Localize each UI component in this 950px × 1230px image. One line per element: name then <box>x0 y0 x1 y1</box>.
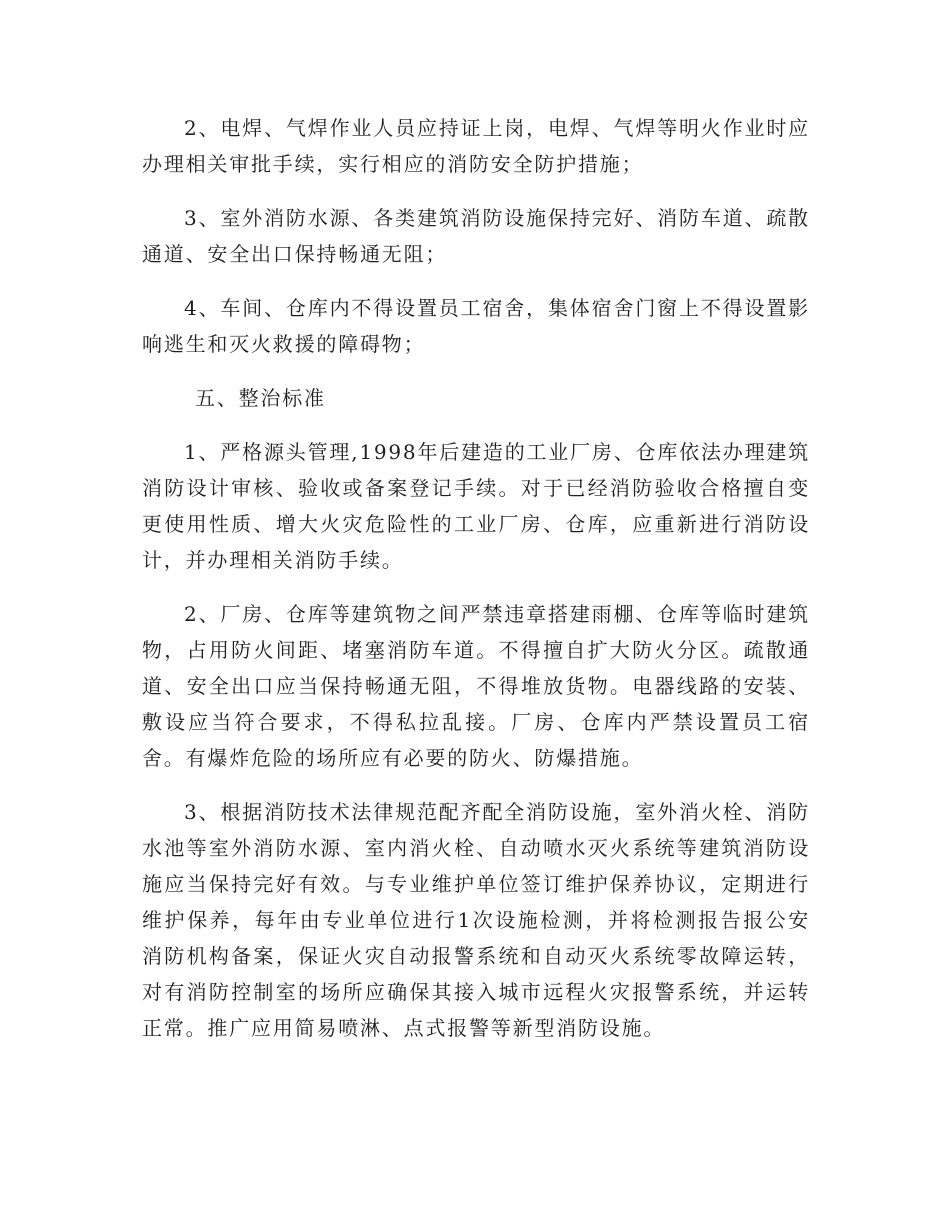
paragraph-gap <box>142 776 810 794</box>
requirement-paragraph-4: 4、车间、仓库内不得设置员工宿舍，集体宿舍门窗上不得设置影响逃生和灭火救援的障碍物； <box>142 296 810 356</box>
section-heading: 五、整治标准 <box>195 386 326 410</box>
document-body <box>142 110 810 1046</box>
paragraph-gap <box>142 182 810 200</box>
requirement-paragraph-2: 2、电焊、气焊作业人员应持证上岗，电焊、气焊等明火作业时应办理相关审批手续，实行相应的消防安全防护措施； <box>142 116 810 176</box>
standard-paragraph-2: 2、厂房、仓库等建筑物之间严禁违章搭建雨棚、仓库等临时建筑物，占用防火间距、堵塞消防车道。不得擅自扩大防火分区。疏散通道、安全出口应当保持畅通无阻，不得堆放货物。电器线路的安装、敷设应当符合要求，不得私拉乱接。厂房、仓库内严禁设置员工宿舍。有爆炸危险的场所应有必要的防火、防爆措施。 <box>142 602 810 770</box>
paragraph-gap <box>142 362 810 380</box>
requirement-paragraph-3: 3、室外消防水源、各类建筑消防设施保持完好、消防车道、疏散通道、安全出口保持畅通无阻； <box>142 206 810 266</box>
paragraph-gap <box>142 416 810 434</box>
standard-paragraph-1: 1、严格源头管理,1998年后建造的工业厂房、仓库依法办理建筑消防设计审核、验收或备案登记手续。对于已经消防验收合格擅自变更使用性质、增大火灾危险性的工业厂房、仓库，应重新进行消防设计，并办理相关消防手续。 <box>142 440 810 572</box>
standard-paragraph-3: 3、根据消防技术法律规范配齐配全消防设施，室外消火栓、消防水池等室外消防水源、室内消火栓、自动喷水灭火系统等建筑消防设施应当保持完好有效。与专业维护单位签订维护保养协议，定期进行维护保养，每年由专业单位进行1次设施检测，并将检测报告报公安消防机构备案，保证火灾自动报警系统和自动灭火系统零故障运转，对有消防控制室的场所应确保其接入城市远程火灾报警系统，并运转正常。推广应用简易喷淋、点式报警等新型消防设施。 <box>142 800 810 1040</box>
paragraph-gap <box>142 578 810 596</box>
paragraph-gap <box>142 272 810 290</box>
